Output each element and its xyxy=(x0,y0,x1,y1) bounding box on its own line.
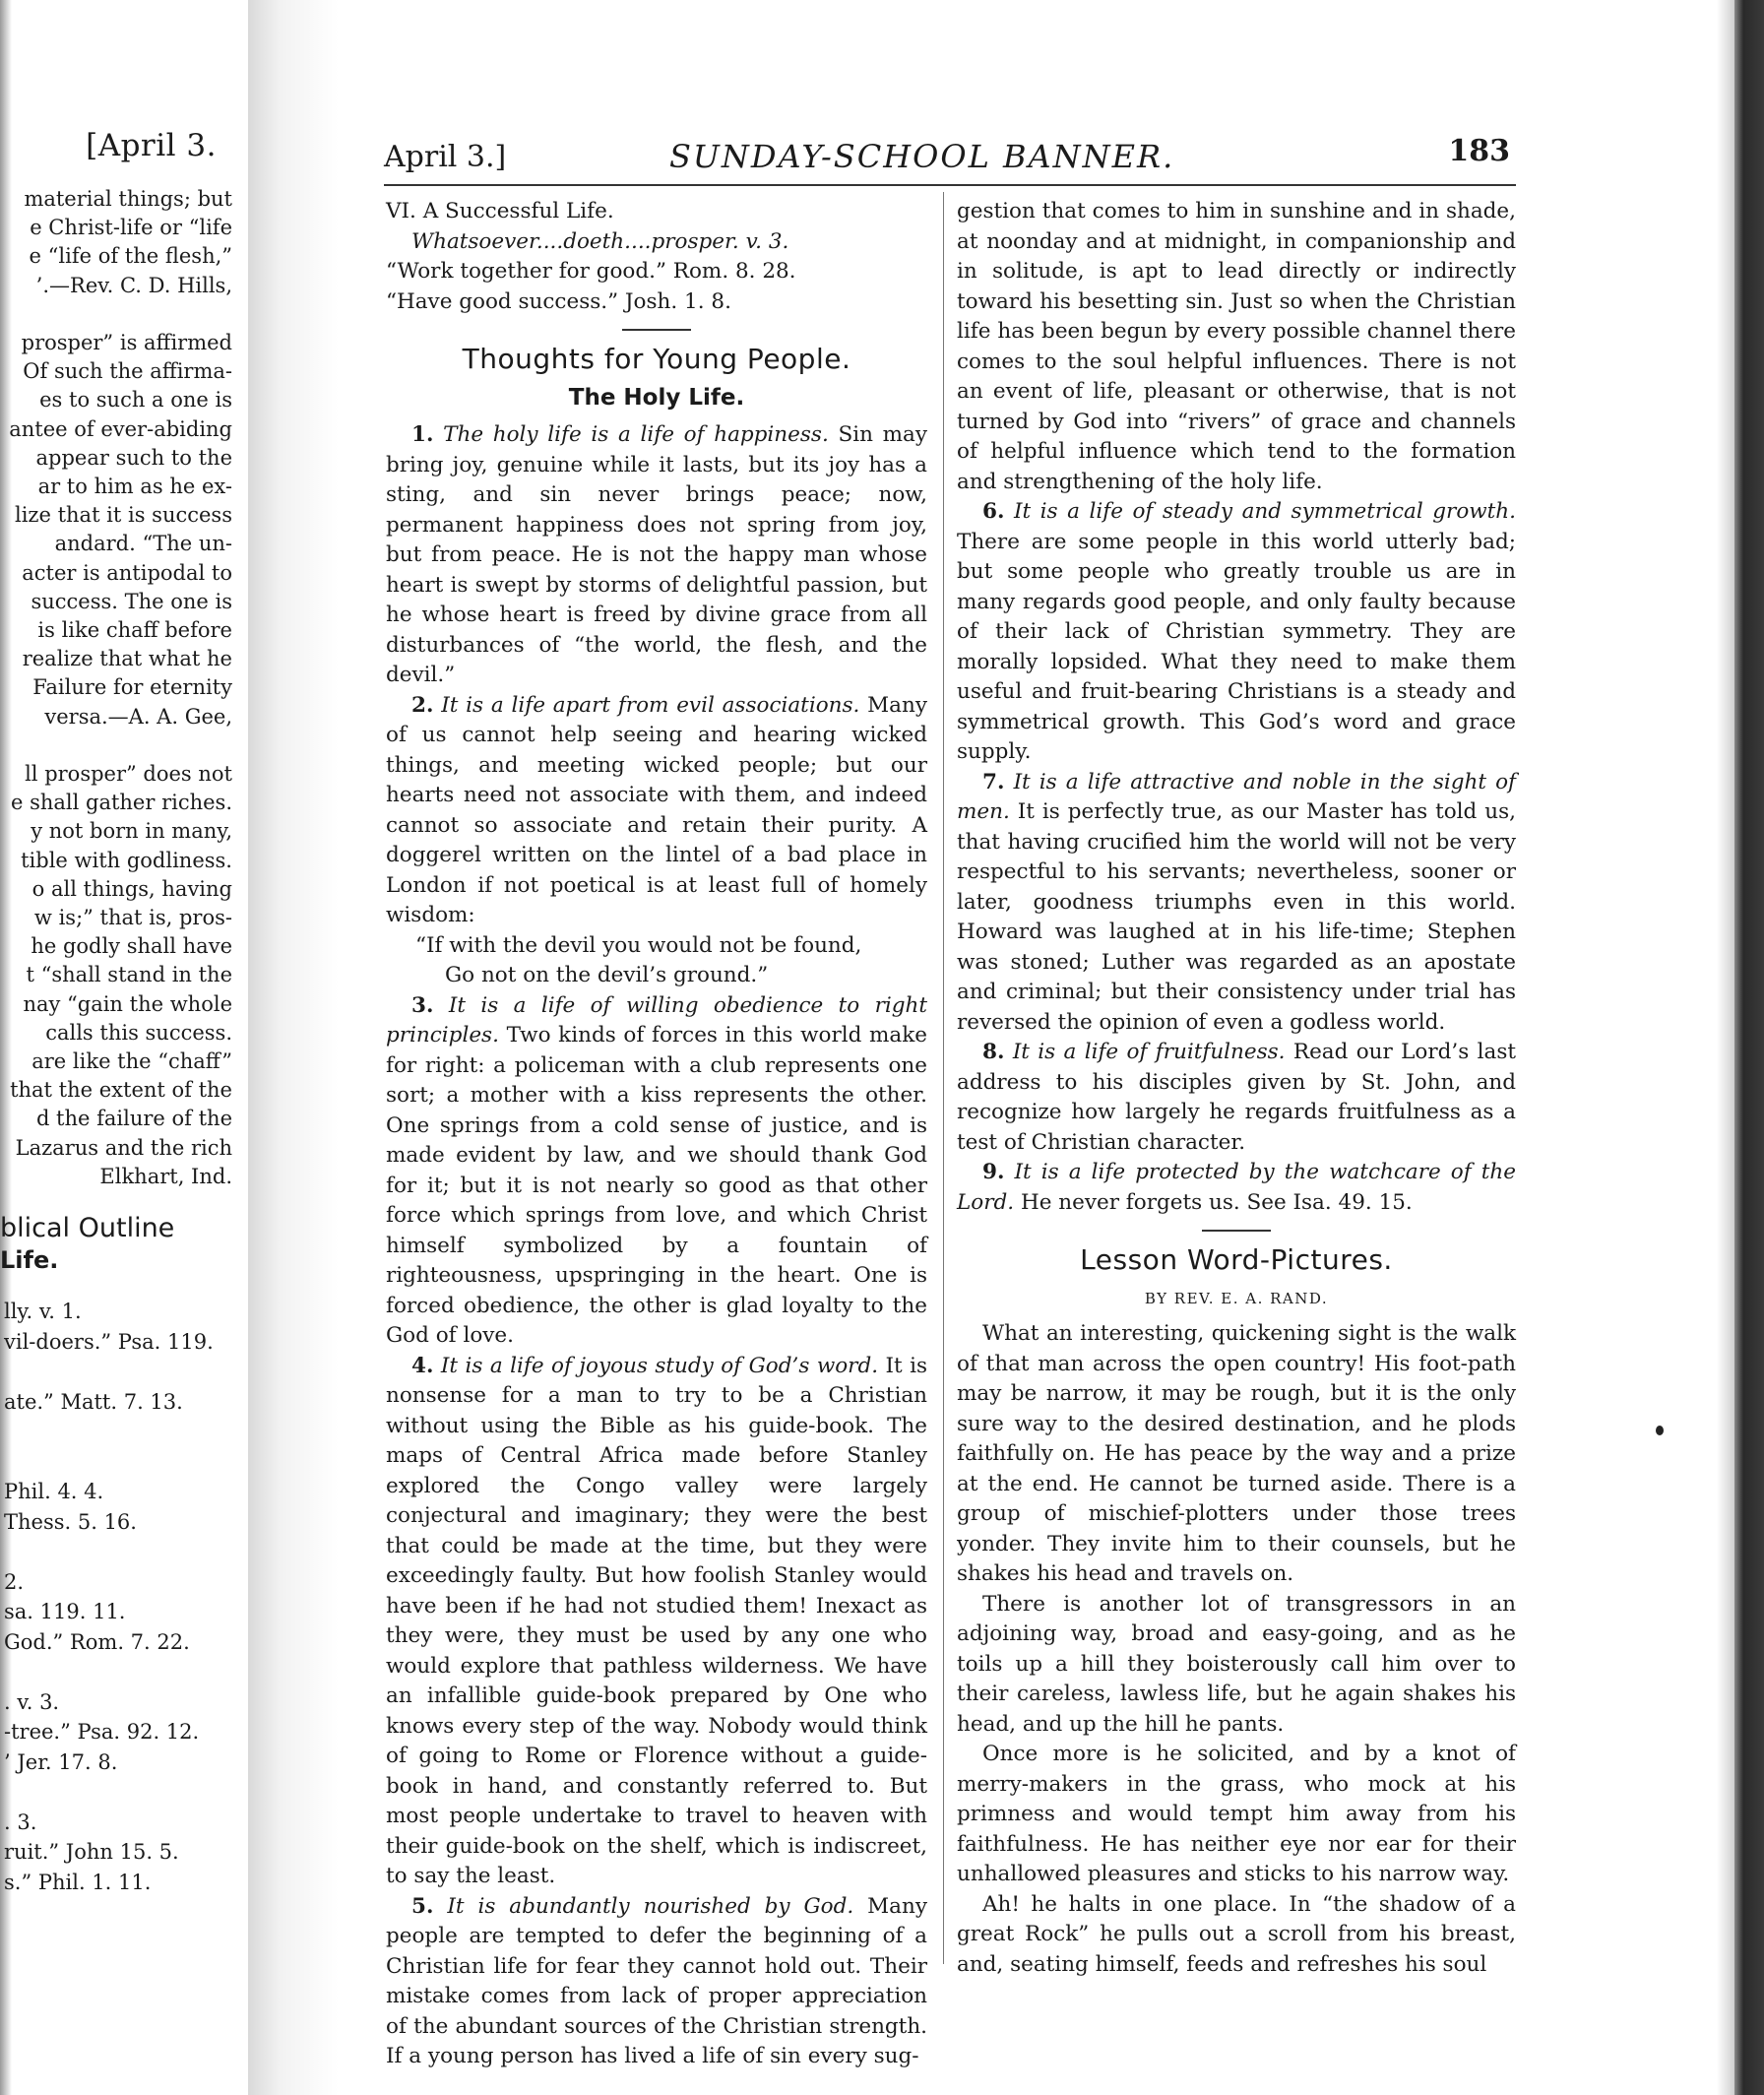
left-text-line: ll prosper” does not xyxy=(25,762,232,786)
paragraph-continued: gestion that comes to him in sunshine and in shade, at noonday and at midnight, in companionship and in solitude, is apt to lead directly or indirectly toward his besetting sin. Just so when the Christian life has been begun by every possible channel there comes to the soul helpful influences. There is not an event of life, pleasant or otherwise, that is not turned by God into “rivers” of grace and channels of helpful influence which tend to the formation and strengthening of the holy life. xyxy=(957,199,1516,494)
left-text-line: o all things, having xyxy=(32,876,232,901)
left-text-line: realize that what he xyxy=(22,647,232,671)
left-ref-line: Thess. 5. 16. xyxy=(4,1509,137,1534)
left-text-line: andard. “The un- xyxy=(54,532,232,556)
item-lead: It is a life of fruitfulness. xyxy=(1012,1040,1286,1064)
paragraph xyxy=(957,1158,1516,1218)
left-text-line: calls this success. xyxy=(45,1020,232,1045)
paragraph xyxy=(386,991,927,1352)
paragraph: What an interesting, quickening sight is the walk of that man across the open country! His foot-path may be narrow, it may be rough, but it is the only sure way to the desired destination, and he plods faithfully on. He has peace by the way and a prize at the end. He cannot be turned aside. There is a group of mischief-plotters under those trees yonder. They invite him to their counsels, but he shakes his head and travels on. xyxy=(957,1321,1516,1586)
section-divider xyxy=(622,329,691,331)
item-number: 3. xyxy=(411,992,434,1018)
page-header xyxy=(384,128,1516,177)
book-cover-edge xyxy=(1734,0,1764,2095)
left-text-line: ar to him as he ex- xyxy=(37,475,232,498)
item-text: Sin may bring joy, genuine while it lasts, but its joy has a sting, and sin never brings peace; now, permanent happiness does not spring from joy, but from peace. He is not the happy man whose heart is swept by storms of delightful passion, but he whose heart is freed by divine grace from all disturbances of “the world, the flesh, and the devil.” xyxy=(386,422,927,687)
left-ref-line: sa. 119. 11. xyxy=(4,1600,126,1623)
left-text-line: Elkhart, Ind. xyxy=(99,1164,232,1188)
item-text: It is nonsense for a man to try to be a Christian without using the Bible as his guide-book. The maps of Central Africa made before Stanley explored the Congo valley were largely conjectural and imaginary; they were the best that could be made at the time, but they were exceedingly faulty. But how foolish Stanley would have been if he had not studied them! Inexact as they were, they must be used by any one who would explore that pathless wilderness. We have an infallible guide-book prepared by One who knows every step of the way. Nobody would think of going to Rome or Florence without a guide-book in hand, and constantly referred to. But most people undertake to travel to heaven with their guide-book on the shelf, which is indiscreet, to say the least. xyxy=(386,1353,927,1888)
item-lead: It is a life of joyous study of God’s word. xyxy=(440,1353,879,1378)
left-text-line: appear such to the xyxy=(35,445,232,470)
verse-line: Go not on the devil’s ground.” xyxy=(445,963,769,987)
left-page-header: [April 3. xyxy=(86,128,217,163)
left-text-line: e shall gather riches. xyxy=(10,791,232,815)
item-number: 2. xyxy=(411,692,434,718)
item-text: There are some people in this world utterly bad; but some people who greatly trouble us are in many regards good people, and only faulty because of their lack of Christian symmetry. They are morally lopsided. What they need to make them useful and fruit-bearing Christians is a steady and symmetrical growth. This God’s word and grace supply. xyxy=(957,529,1516,764)
outline-ref: “Work together for good.” Rom. 8. 28. xyxy=(386,259,796,284)
left-text-line: nay “gain the whole xyxy=(23,991,232,1016)
left-text-line: t “shall stand in the xyxy=(26,963,232,987)
left-text-line: Of such the affirma- xyxy=(23,359,232,384)
left-text-line: that the extent of the xyxy=(10,1078,232,1103)
header-date: April 3.] xyxy=(384,140,507,174)
left-facing-page xyxy=(0,118,232,2018)
left-text-line: ’.—Rev. C. D. Hills, xyxy=(35,273,232,297)
left-ref-line: God.” Rom. 7. 22. xyxy=(4,1629,190,1654)
left-text-line: w is;” that is, pros- xyxy=(33,906,232,929)
book-binding-gutter xyxy=(248,0,339,2095)
left-text-line: es to such a one is xyxy=(39,388,232,413)
left-ref-line: s.” Phil. 1. 11. xyxy=(4,1870,152,1894)
paragraph xyxy=(957,768,1516,1039)
section-subtitle: The Holy Life. xyxy=(568,384,745,411)
item-number: 8. xyxy=(982,1040,1005,1064)
item-number: 5. xyxy=(411,1893,434,1919)
item-text: It is perfectly true, as our Master has told us, that having crucified him the world will not be very respectful to his servants; nevertheless, sooner or later, goodness triumphs even in this world. Howard was laughed at in his life-time; Stephen was stoned; Luther was regarded as an apostate and criminal; but their consistency under trial has reversed the opinion of even a godless world. xyxy=(957,799,1516,1035)
left-text-line: antee of ever-abiding xyxy=(9,416,232,441)
section-title: Thoughts for Young People. xyxy=(462,343,851,375)
section-title: Lesson Word-Pictures. xyxy=(1080,1243,1393,1276)
left-ref-line: . 3. xyxy=(4,1809,37,1834)
item-lead: It is abundantly nourished by God. xyxy=(447,1893,854,1919)
paragraph xyxy=(386,420,927,691)
item-lead: The holy life is a life of happiness. xyxy=(443,422,829,447)
left-heading: blical Outline xyxy=(0,1213,175,1243)
byline: BY REV. E. A. RAND. xyxy=(1144,1289,1329,1307)
left-ref-line: ruit.” John 15. 5. xyxy=(4,1840,179,1864)
left-text-line: y not born in many, xyxy=(31,819,232,844)
left-text-line: acter is antipodal to xyxy=(22,560,232,585)
left-text-line: he godly shall have xyxy=(31,934,232,959)
paragraph: Once more is he solicited, and by a knot of merry-makers in the grass, who mock at his primness and would tempt him away from his faithfulness. He has neither eye nor ear for their unhallowed pleasures and sticks to his narrow way. xyxy=(957,1742,1516,1886)
verse-line: “If with the devil you would not be found, xyxy=(415,932,862,958)
page-edge-fade xyxy=(1717,0,1734,2095)
left-text-line: tible with godliness. xyxy=(21,848,232,872)
left-ref-line: 2. xyxy=(4,1569,25,1594)
left-text-line: d the failure of the xyxy=(35,1107,232,1131)
left-ref-line: ate.” Matt. 7. 13. xyxy=(4,1389,183,1414)
left-ref-line: -tree.” Psa. 92. 12. xyxy=(4,1720,200,1744)
left-text-line: success. The one is xyxy=(31,589,232,613)
outline-heading: VI. A Successful Life. xyxy=(386,199,614,223)
left-ref-line: Phil. 4. 4. xyxy=(4,1480,104,1503)
item-lead: It is a life of willing obedience to right principles. xyxy=(386,992,927,1048)
left-text-line: versa.—A. A. Gee, xyxy=(44,704,232,729)
paragraph xyxy=(386,1892,927,2072)
item-lead: It is a life of steady and symmetrical growth. xyxy=(1014,499,1516,524)
item-text: Many people are tempted to defer the beginning of a Christian life for fear they cannot hold out. Their mistake comes from lack of proper appreciation of the abundant sources of the Christian strength. If a young person has lived a life of sin every sug- xyxy=(386,1893,927,2068)
ink-speck xyxy=(1656,1426,1664,1435)
left-ref-line: lly. v. 1. xyxy=(4,1300,82,1323)
item-lead: It is a life attractive and noble in the sight of men. xyxy=(957,769,1516,824)
left-subheading: Life. xyxy=(0,1246,59,1274)
item-lead: It is a life apart from evil associations. xyxy=(441,692,860,718)
section-divider xyxy=(1202,1230,1271,1232)
outline-text: Whatsoever....doeth....prosper. v. 3. xyxy=(411,228,789,254)
left-ref-line: vil-doers.” Psa. 119. xyxy=(4,1329,214,1354)
item-number: 7. xyxy=(982,769,1005,794)
left-text-line: material things; but xyxy=(24,187,232,211)
outline-ref: “Have good success.” Josh. 1. 8. xyxy=(386,288,731,314)
item-text: Many of us cannot help seeing and hearing wicked things, and meeting wicked people; but our hearts need not associate with them, and indeed cannot so associate and retain their purity. A doggerel written on the lintel of a bad place in London if not poetical is at least full of homely wisdom: xyxy=(386,692,927,927)
paragraph xyxy=(957,497,1516,768)
left-ref-line: ’ Jer. 17. 8. xyxy=(4,1749,118,1774)
left-text-line: Failure for eternity xyxy=(32,675,232,700)
paragraph: There is another lot of transgressors in an adjoining way, broad and easy-going, and as he toils up a hill they boisterously call him over to their careless, lawless life, but he again shakes his head, and up the hill he pants. xyxy=(957,1591,1516,1737)
left-ref-line: . v. 3. xyxy=(4,1689,60,1714)
item-number: 4. xyxy=(411,1353,434,1378)
right-column xyxy=(957,197,1516,1980)
left-text-line: prosper” is affirmed xyxy=(21,331,232,354)
paragraph xyxy=(957,1038,1516,1158)
left-text-line: e Christ-life or “life xyxy=(30,216,232,240)
left-text-line: is like chaff before xyxy=(37,618,232,642)
paragraph xyxy=(386,691,927,931)
paragraph: Ah! he halts in one place. In “the shadow of a great Rock” he pulls out a scroll from his breast, and, seating himself, feeds and refreshes his soul xyxy=(957,1891,1516,1977)
item-text: Read our Lord’s last address to his disciples given by St. John, and recognize how largely he regards fruitfulness as a test of Christian character. xyxy=(957,1040,1516,1155)
item-text: Two kinds of forces in this world make for right: a policeman with a club represents one sort; a mother with a kiss represents the other. One springs from a cold sense of justice, and is made evident by law, and we should thank God for it; but it is not nearly so good as that other force which springs from love, and which Christ himself symbolized by a fountain of righteousness, upspringing in the heart. One is forced obedience, the other is glad loyalty to the God of love. xyxy=(386,1023,927,1348)
item-number: 6. xyxy=(982,499,1005,524)
header-rule xyxy=(384,184,1516,186)
item-lead: It is a life protected by the watchcare of the Lord. xyxy=(957,1160,1516,1215)
header-title: SUNDAY-SCHOOL BANNER. xyxy=(669,138,1175,175)
page-number: 183 xyxy=(1448,134,1510,168)
item-number: 1. xyxy=(411,422,434,447)
left-text-line: are like the “chaff” xyxy=(32,1049,232,1073)
paragraph xyxy=(386,1352,927,1892)
left-text-line: e “life of the flesh,” xyxy=(29,244,232,269)
item-text: He never forgets us. See Isa. 49. 15. xyxy=(1014,1189,1413,1215)
item-number: 9. xyxy=(982,1160,1005,1184)
left-text-line: lize that it is success xyxy=(14,503,232,528)
column-divider xyxy=(943,192,944,1964)
left-column xyxy=(386,197,927,2072)
left-text-line: Lazarus and the rich xyxy=(15,1135,232,1160)
